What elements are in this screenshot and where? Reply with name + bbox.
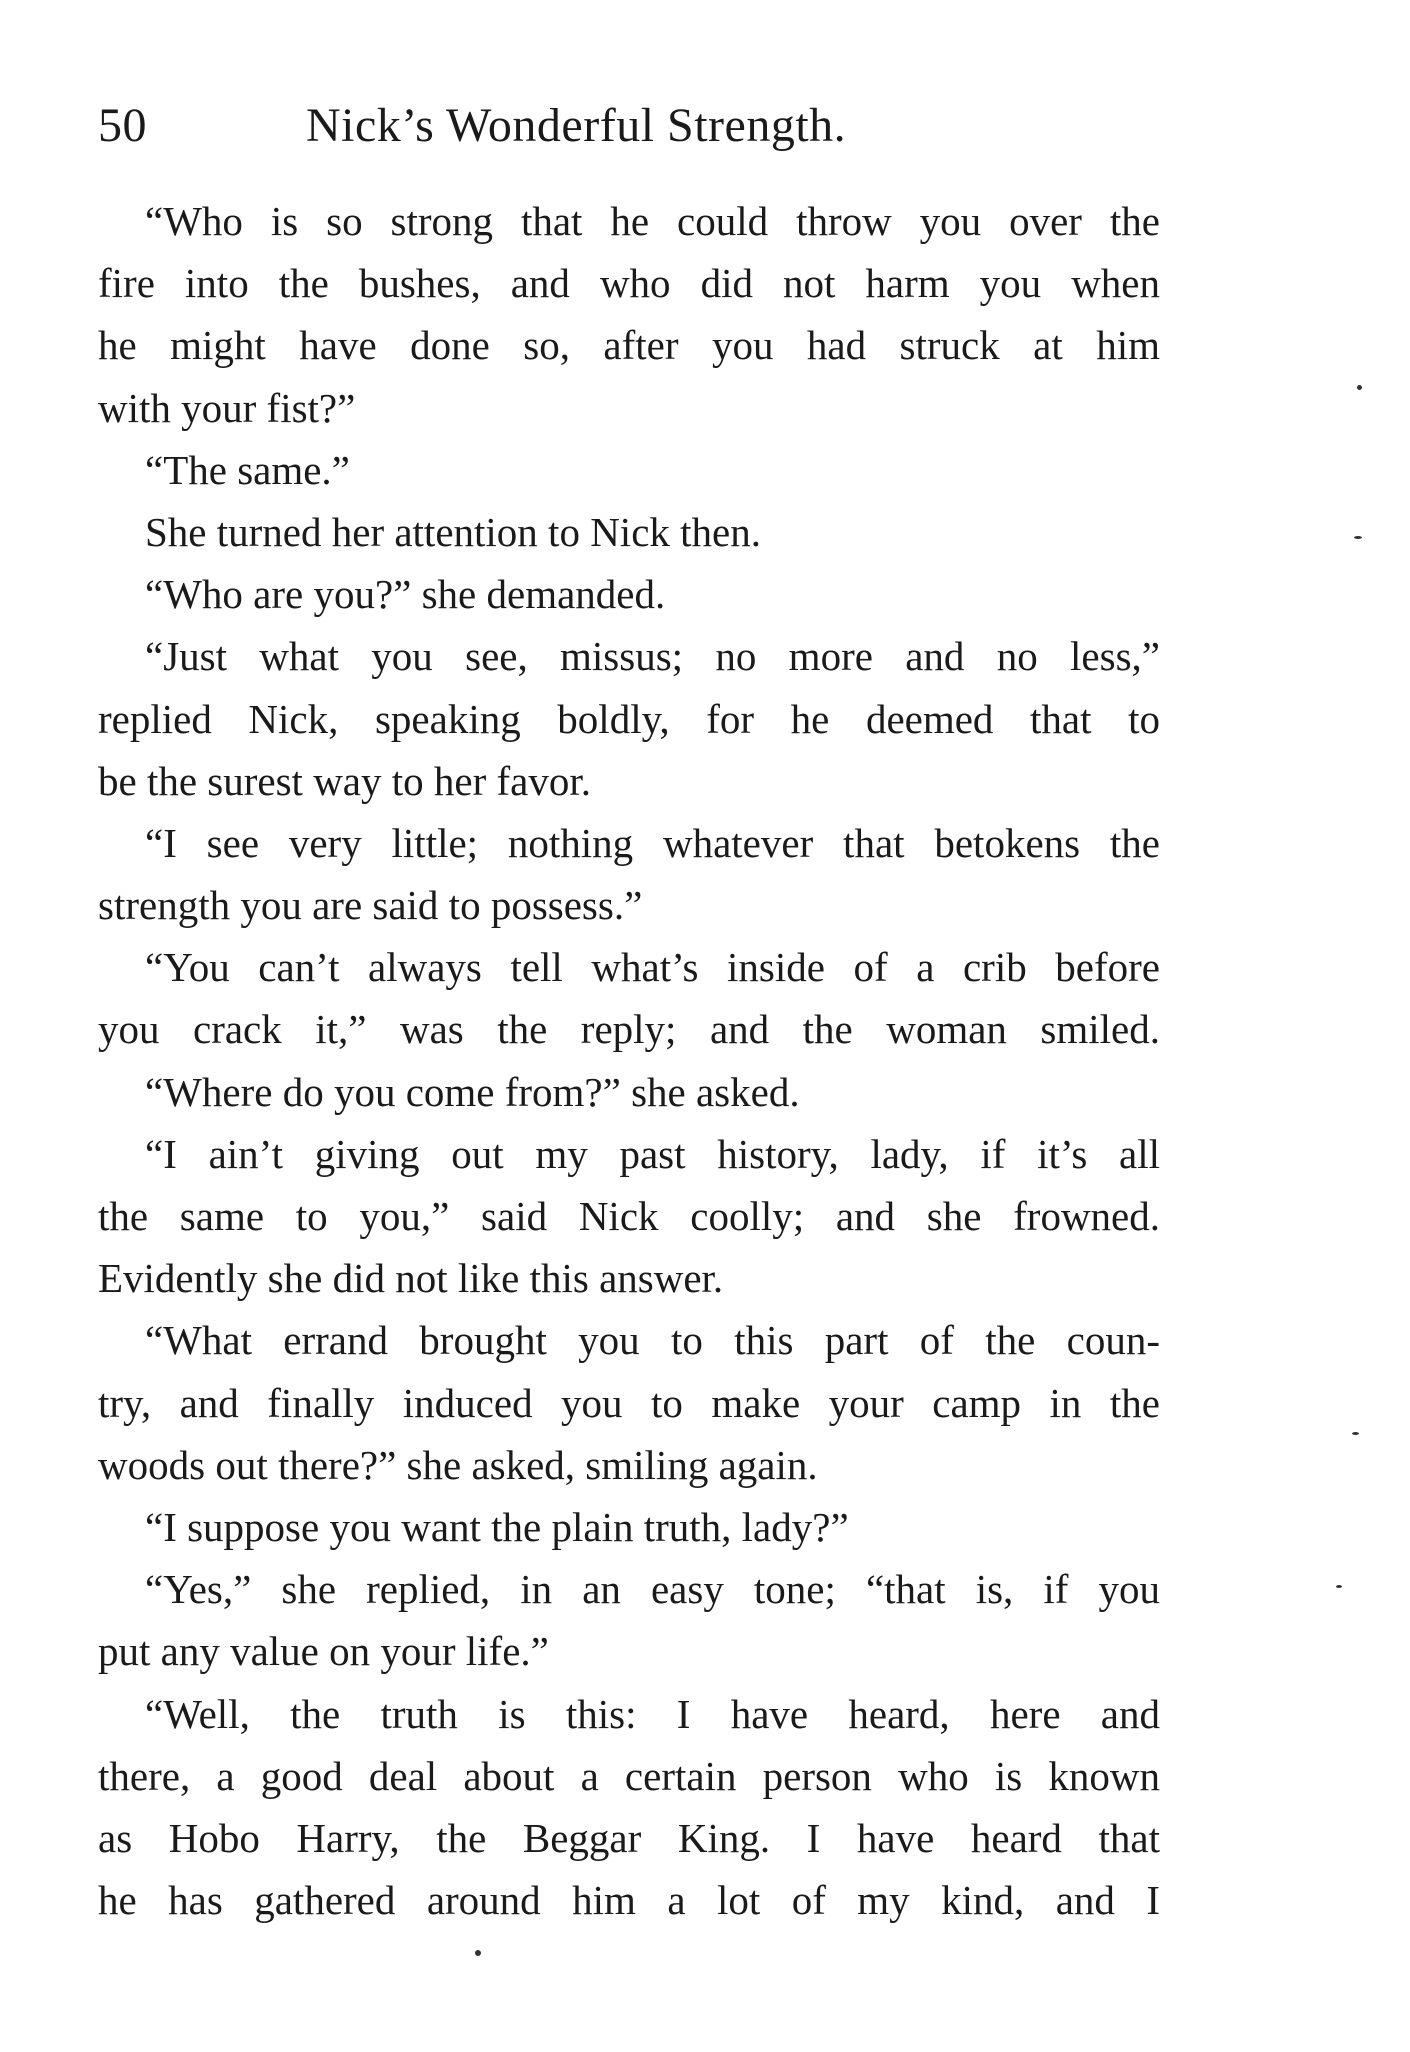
text-line: “I ain’t giving out my past history, lady, if it’s all xyxy=(145,1130,1160,1177)
text-line: he has gathered around him a lot of my kind, and I xyxy=(98,1877,1160,1924)
text-line: “I see very little; nothing whatever that betokens the xyxy=(145,819,1160,866)
text-line: “The same.” xyxy=(145,446,350,493)
text-line: replied Nick, speaking boldly, for he deemed that to xyxy=(98,695,1160,742)
running-title: Nick’s Wonderful Strength. xyxy=(306,99,847,152)
text-line: “What errand brought you to this part of the coun- xyxy=(145,1317,1160,1364)
text-line: the same to you,” said Nick coolly; and she frowned. xyxy=(98,1193,1160,1239)
text-line: “Who are you?” she demanded. xyxy=(145,571,666,618)
text-line: “Where do you come from?” she asked. xyxy=(145,1068,800,1115)
text-line: be the surest way to her favor. xyxy=(98,757,591,804)
text-line: woods out there?” she asked, smiling again. xyxy=(98,1441,818,1488)
text-line: fire into the bushes, and who did not harm you when xyxy=(98,260,1160,307)
text-line: as Hobo Harry, the Beggar King. I have heard that xyxy=(98,1814,1160,1861)
text-line: “Who is so strong that he could throw you over the xyxy=(145,198,1160,244)
scan-speck xyxy=(1352,1432,1359,1435)
scan-speck xyxy=(1354,536,1362,539)
text-line: She turned her attention to Nick then. xyxy=(145,508,761,555)
text-line: “Just what you see, missus; no more and no less,” xyxy=(145,633,1160,680)
scan-speck xyxy=(1336,1585,1342,1588)
text-line: Evidently she did not like this answer. xyxy=(98,1255,724,1302)
text-line: “Well, the truth is this: I have heard, here and xyxy=(145,1690,1160,1737)
text-line: he might have done so, after you had struck at him xyxy=(98,322,1160,369)
page-number: 50 xyxy=(98,99,147,152)
text-line: there, a good deal about a certain person who is known xyxy=(98,1752,1160,1799)
text-line: put any value on your life.” xyxy=(98,1628,549,1675)
text-line: “You can’t always tell what’s inside of a crib before xyxy=(145,944,1160,991)
text-line: strength you are said to possess.” xyxy=(98,882,643,929)
scan-speck xyxy=(475,1950,481,1956)
text-line: with your fist?” xyxy=(98,384,356,431)
text-line: “Yes,” she replied, in an easy tone; “that is, if you xyxy=(145,1566,1160,1613)
scan-speck xyxy=(1357,385,1362,390)
text-line: you crack it,” was the reply; and the woman smiled. xyxy=(98,1006,1160,1053)
text-line: try, and finally induced you to make your camp in the xyxy=(98,1379,1160,1426)
body-text xyxy=(98,190,1160,1931)
text-line: “I suppose you want the plain truth, lady?” xyxy=(145,1503,849,1550)
